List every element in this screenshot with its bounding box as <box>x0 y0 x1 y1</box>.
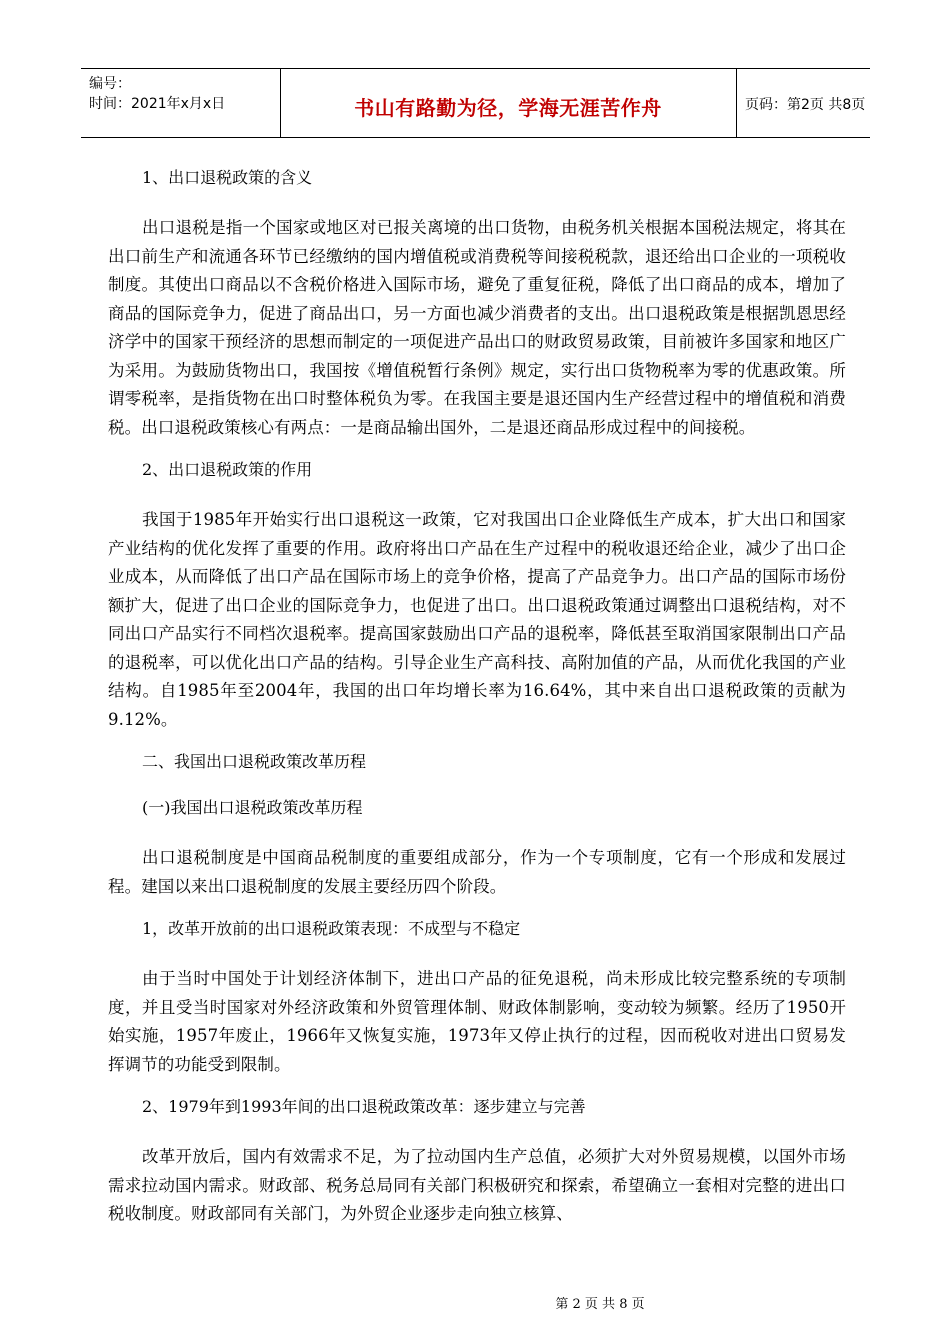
body-paragraph: 出口退税制度是中国商品税制度的重要组成部分，作为一个专项制度，它有一个形成和发展过程。建国以来出口退税制度的发展主要经历四个阶段。 <box>108 848 846 896</box>
section-heading: 1，改革开放前的出口退税政策表现：不成型与不稳定 <box>142 919 521 938</box>
footer-page-number: 第 2 页 共 8 页 <box>555 1297 645 1312</box>
header-motto-cell <box>280 69 737 137</box>
body-paragraph: 出口退税是指一个国家或地区对已报关离境的出口货物，由税务机关根据本国税法规定，将其在出口前生产和流通各环节已经缴纳的国内增值税或消费税等间接税税款，退还给出口企业的一项税收制度。其使出口商品以不含税价格进入国际市场，避免了重复征税，降低了出口商品的成本，增加了商品的国际竞争力，促进了商品出口，另一方面也减少消费者的支出。出口退税政策是根据凯恩思经济学中的国家干预经济的思想而制定的一项促进产品出口的财政贸易政策，目前被许多国家和地区广为采用。为鼓励货物出口，我国按《增值税暂行条例》规定，实行出口货物税率为零的优惠政策。所谓零税率，是指货物在出口时整体税负为零。在我国主要是退还国内生产经营过程中的增值税和消费税。出口退税政策核心有两点：一是商品输出国外，二是退还商品形成过程中的间接税。 <box>108 218 846 437</box>
header-motto: 书山有路勤为径，学海无涯苦作舟 <box>354 96 662 120</box>
body-paragraph: 由于当时中国处于计划经济体制下，进出口产品的征免退税，尚未形成比较完整系统的专项制度，并且受当时国家对外经济政策和外贸管理体制、财政体制影响，变动较为频繁。经历了1950开始实施，1957年废止，1966年又恢复实施，1973年又停止执行的过程，因而税收对进出口贸易发挥调节的功能受到限制。 <box>108 969 846 1074</box>
page-footer <box>0 1293 950 1312</box>
section-heading: 2、出口退税政策的作用 <box>142 460 313 479</box>
header-page-cell <box>737 69 870 137</box>
subsection-heading: (一)我国出口退税政策改革历程 <box>142 798 363 817</box>
body-paragraph: 我国于1985年开始实行出口退税这一政策，它对我国出口企业降低生产成本，扩大出口和国家产业结构的优化发挥了重要的作用。政府将出口产品在生产过程中的税收退还给企业，减少了出口企业成本，从而降低了出口产品在国际市场上的竞争价格，提高了产品竞争力。出口产品的国际市场份额扩大，促进了出口企业的国际竞争力，也促进了出口。出口退税政策通过调整出口退税结构，对不同出口产品实行不同档次退税率。提高国家鼓励出口产品的退税率，降低甚至取消国家限制出口产品的退税率，可以优化出口产品的结构。引导企业生产高科技、高附加值的产品，从而优化我国的产业结构。自1985年至2004年，我国的出口年均增长率为16.64%，其中来自出口退税政策的贡献为9.12%。 <box>108 510 846 729</box>
section-heading: 1、出口退税政策的含义 <box>142 168 313 187</box>
body-paragraph: 改革开放后，国内有效需求不足，为了拉动国内生产总值，必须扩大对外贸易规模，以国外市场需求拉动国内需求。财政部、税务总局同有关部门积极研究和探索，希望确立一套相对完整的进出口税收制度。财政部同有关部门，为外贸企业逐步走向独立核算、 <box>108 1147 846 1223</box>
document-body <box>108 168 846 1229</box>
header-left-cell <box>81 69 281 137</box>
header-page-info: 页码：第2页 共8页 <box>745 97 866 113</box>
page-header <box>81 68 870 138</box>
document-date-label: 时间：2021年x月x日 <box>89 96 226 112</box>
section-heading: 二、我国出口退税政策改革历程 <box>142 752 367 771</box>
section-heading: 2、1979年到1993年间的出口退税政策改革：逐步建立与完善 <box>142 1097 586 1116</box>
document-number-label: 编号： <box>89 76 131 92</box>
